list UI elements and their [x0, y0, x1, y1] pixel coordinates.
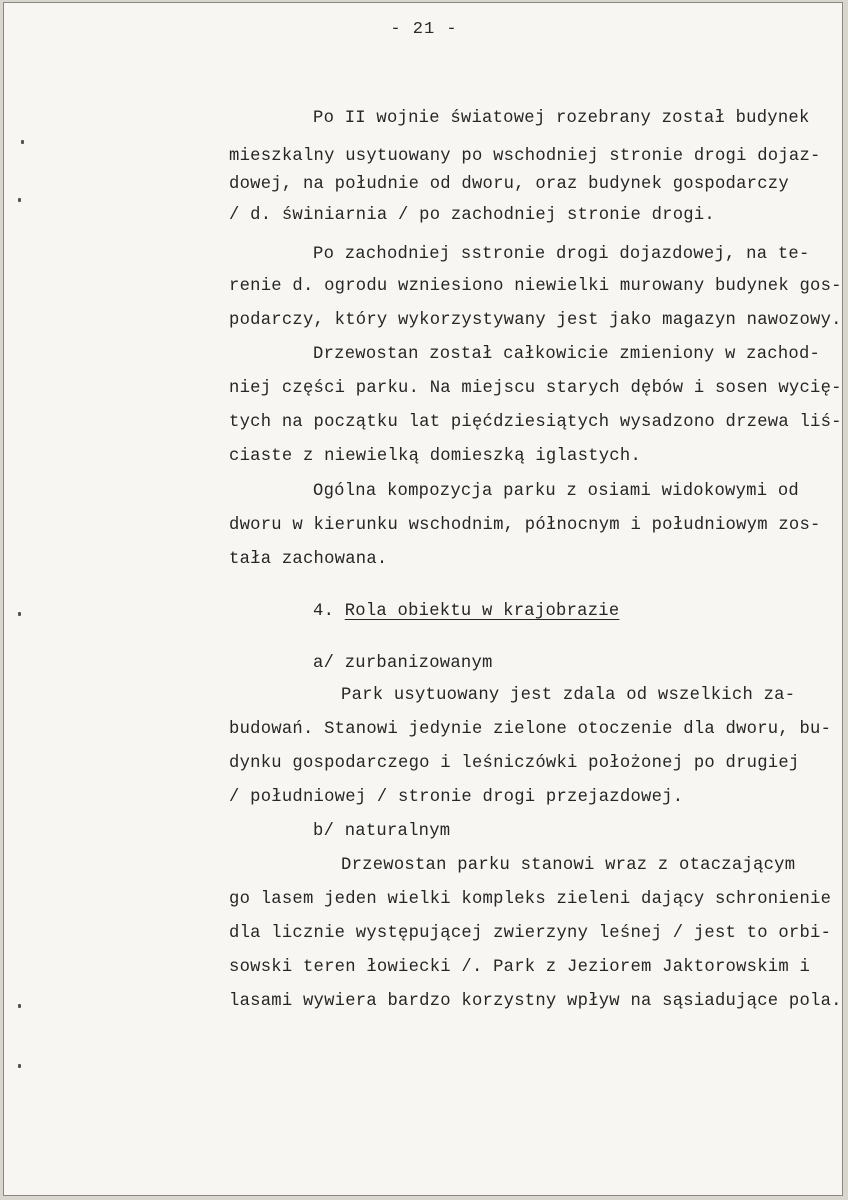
section-number: 4.: [313, 602, 335, 621]
text-line: dowej, na południe od dworu, oraz budynek gospodarczy: [229, 175, 789, 194]
text-line: Po zachodniej sstronie drogi dojazdowej, na te-: [313, 245, 810, 264]
text-line: / południowej / stronie drogi przejazdowej.: [229, 788, 684, 807]
text-line: dynku gospodarczego i leśniczówki położonej po drugiej: [229, 754, 800, 773]
scan-speck: [18, 198, 21, 202]
page-number: - 21 -: [390, 20, 458, 39]
subsection-label: b/ naturalnym: [313, 822, 451, 841]
text-line: Drzewostan parku stanowi wraz z otaczającym: [341, 856, 796, 875]
text-line: Drzewostan został całkowicie zmieniony w zachod-: [313, 345, 821, 364]
text-line: Po II wojnie światowej rozebrany został budynek: [313, 109, 810, 128]
text-line: sowski teren łowiecki /. Park z Jeziorem Jaktorowskim i: [229, 958, 811, 977]
text-line: ciaste z niewielką domieszką iglastych.: [229, 447, 642, 466]
scan-speck: [21, 140, 24, 144]
text-line: dla licznie występującej zwierzyny leśnej / jest to orbi-: [229, 924, 832, 943]
text-line: dworu w kierunku wschodnim, północnym i południowym zos-: [229, 516, 821, 535]
text-line: Park usytuowany jest zdala od wszelkich za-: [341, 686, 796, 705]
section-title: Rola obiektu w krajobrazie: [344, 602, 620, 621]
text-line: Ogólna kompozycja parku z osiami widokowymi od: [313, 482, 799, 501]
text-line: budowań. Stanowi jedynie zielone otoczenie dla dworu, bu-: [229, 720, 832, 739]
text-line: go lasem jeden wielki kompleks zieleni dający schronienie: [229, 890, 832, 909]
text-line: mieszkalny usytuowany po wschodniej stronie drogi dojaz-: [229, 147, 821, 166]
scan-speck: [18, 1004, 21, 1008]
scan-speck: [18, 1064, 21, 1068]
text-line: niej części parku. Na miejscu starych dębów i sosen wycię-: [229, 379, 842, 398]
subsection-label: a/ zurbanizowanym: [313, 654, 493, 673]
text-line: tała zachowana.: [229, 550, 388, 569]
text-line: renie d. ogrodu wzniesiono niewielki murowany budynek gos-: [229, 277, 842, 296]
scan-speck: [18, 612, 21, 616]
text-line: tych na początku lat pięćdziesiątych wysadzono drzewa liś-: [229, 413, 842, 432]
section-heading: [313, 601, 619, 623]
text-line: / d. świniarnia / po zachodniej stronie drogi.: [229, 206, 715, 225]
text-line: podarczy, który wykorzystywany jest jako magazyn nawozowy.: [229, 311, 842, 330]
text-line: lasami wywiera bardzo korzystny wpływ na sąsiadujące pola.: [229, 992, 842, 1011]
